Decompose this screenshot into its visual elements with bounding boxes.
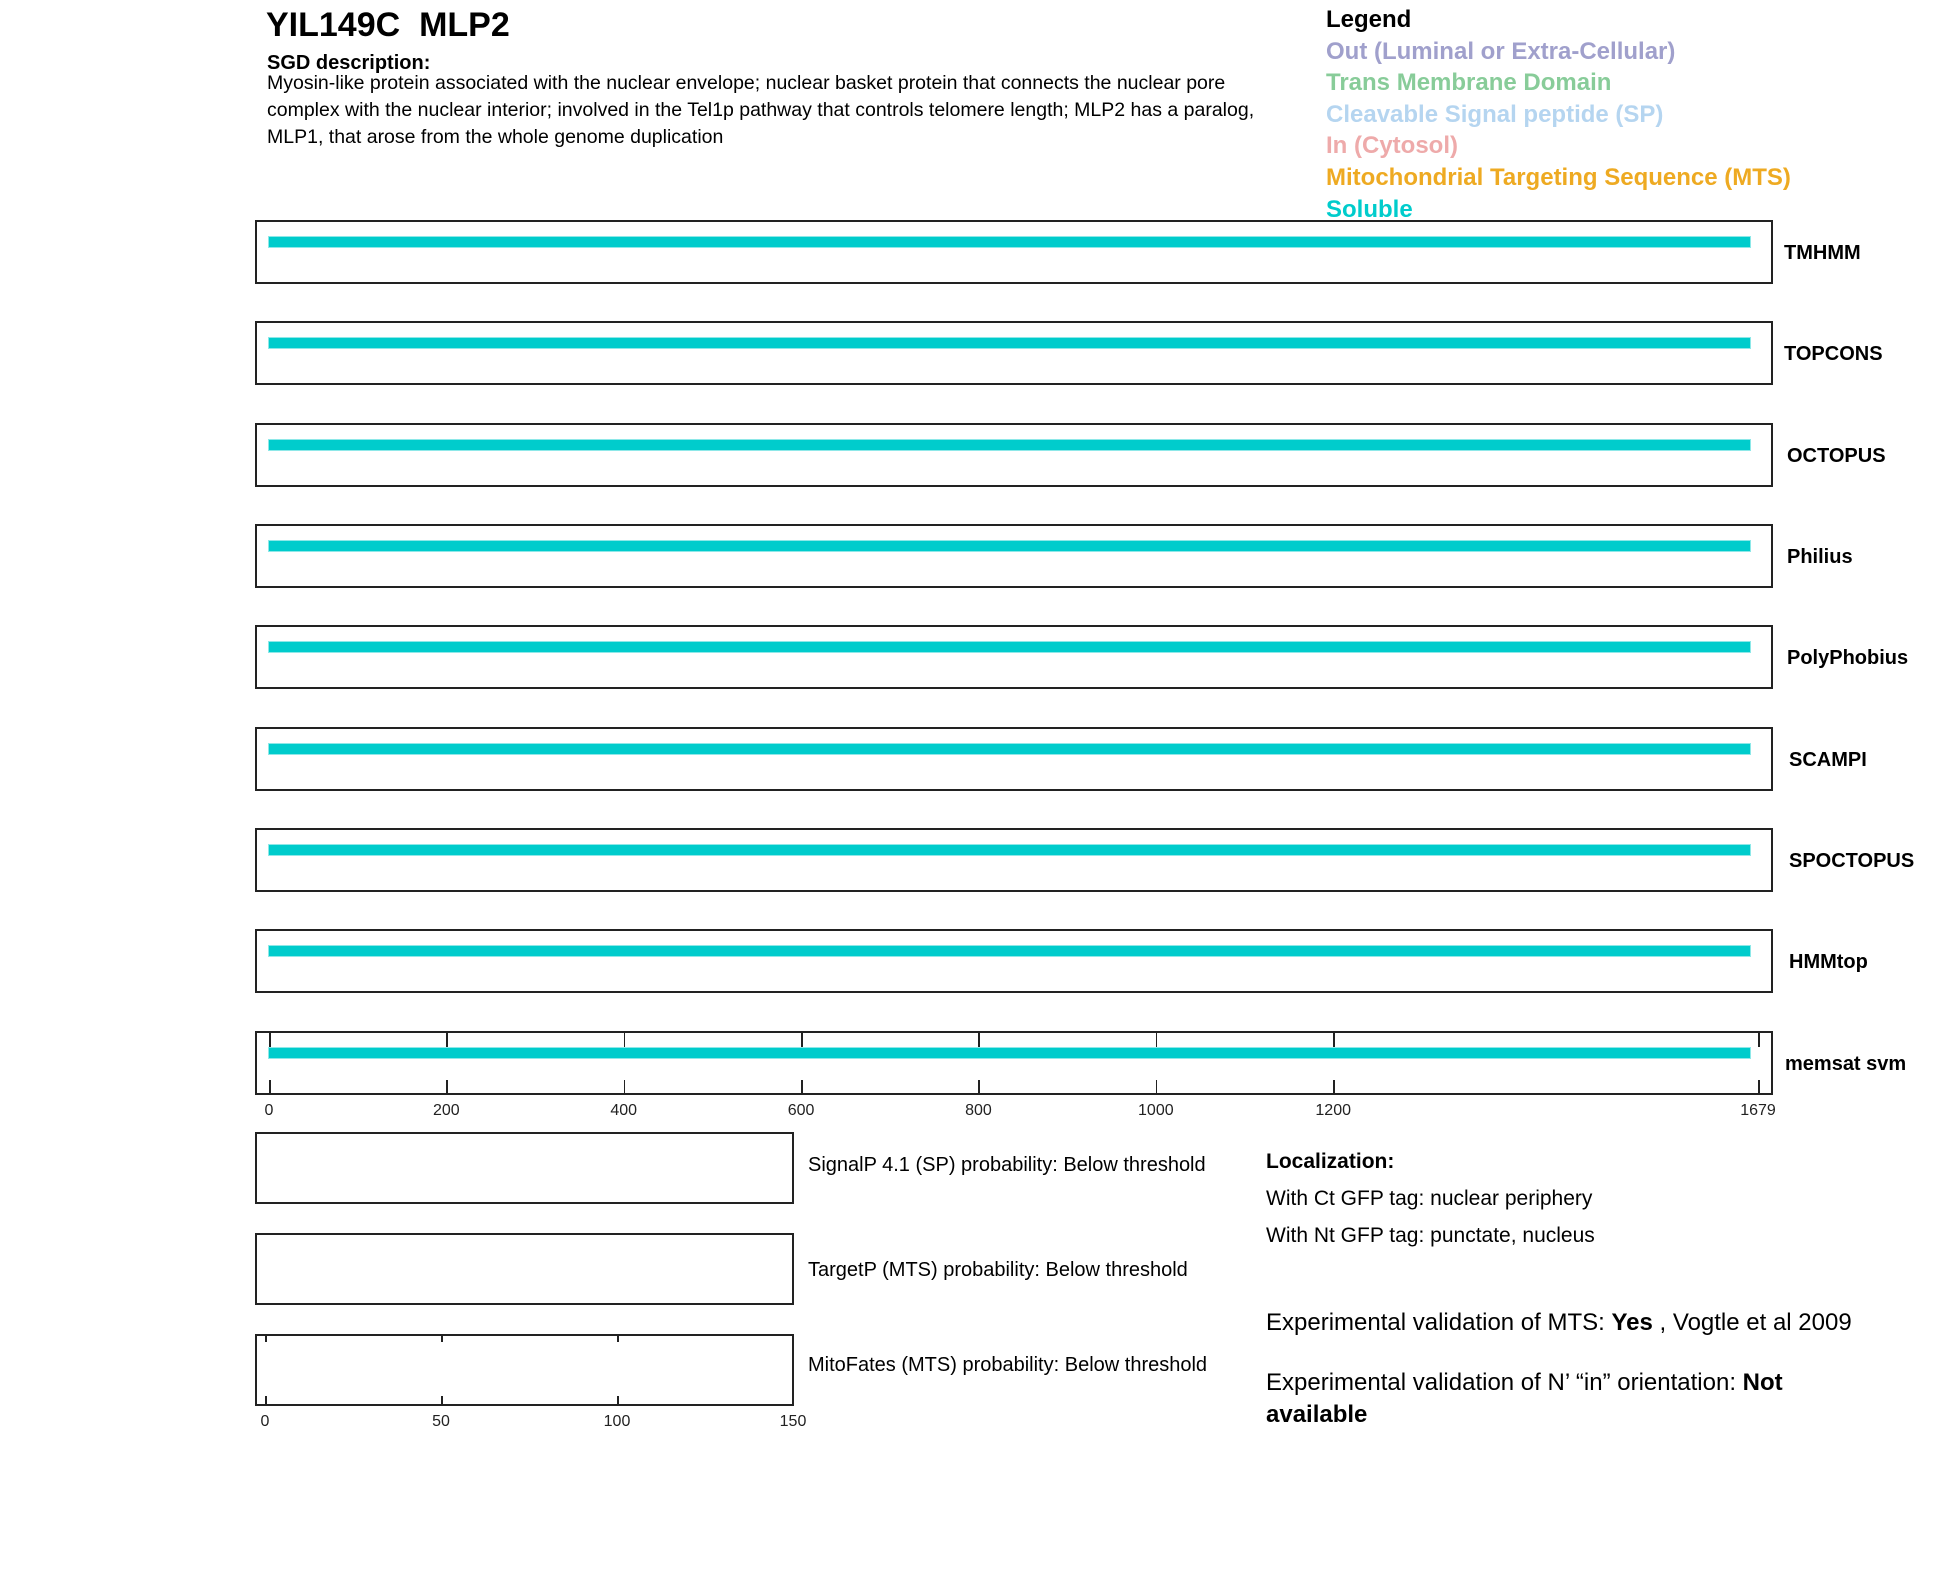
legend-item-signal-peptide: Cleavable Signal peptide (SP) [1326,100,1664,128]
x-tick [801,1080,803,1094]
mts-validation-source: , Vogtle et al 2009 [1652,1309,1852,1336]
segment-soluble [269,440,1750,450]
legend-item-soluble: Soluble [1326,195,1413,223]
probability-box [255,1334,794,1406]
probability-box [255,1132,794,1204]
probability-label: TargetP (MTS) probability: Below threshold [808,1259,1188,1281]
x-tick [446,1080,448,1094]
legend-item-transmembrane: Trans Membrane Domain [1326,69,1612,97]
probability-box [255,1233,794,1305]
x-tick-label: 0 [260,1413,270,1430]
segment-soluble [269,237,1750,247]
x-tick [1156,1033,1158,1047]
mts-validation-prefix: Experimental validation of MTS: [1266,1309,1612,1336]
x-tick [1333,1080,1335,1094]
probability-label: SignalP 4.1 (SP) probability: Below threshold [808,1154,1206,1176]
legend-item-out: Out (Luminal or Extra-Cellular) [1326,37,1676,65]
x-tick [617,1336,619,1342]
track-hmmtop [255,929,1773,993]
method-label: PolyPhobius [1787,647,1909,669]
x-tick [1758,1080,1760,1094]
method-label: SPOCTOPUS [1789,850,1915,872]
x-tick-label: 1200 [1315,1102,1351,1119]
x-tick-label: 1000 [1138,1102,1174,1119]
localization-ct-gfp: With Ct GFP tag: nuclear periphery [1266,1187,1593,1210]
x-tick [1333,1033,1335,1047]
legend-item-mts: Mitochondrial Targeting Sequence (MTS) [1326,163,1791,191]
track-memsat-svm [255,1031,1773,1095]
legend-title: Legend [1326,6,1412,33]
segment-soluble [269,744,1750,754]
method-label: Philius [1787,546,1853,568]
x-tick-label: 800 [965,1102,992,1119]
track-topcons [255,321,1773,385]
x-tick [441,1396,443,1404]
x-tick-label: 1679 [1740,1102,1776,1119]
track-tmhmm [255,220,1773,284]
x-tick-label: 600 [787,1102,815,1119]
track-philius [255,524,1773,588]
mts-validation-value: Yes [1611,1309,1653,1336]
n-in-validation [1266,1367,1866,1431]
x-tick-label: 150 [779,1413,807,1430]
x-tick [617,1396,619,1404]
probability-label: MitoFates (MTS) probability: Below threshold [808,1354,1208,1376]
track-polyphobius [255,625,1773,689]
track-spoctopus [255,828,1773,892]
method-label: memsat svm [1785,1053,1907,1075]
segment-soluble [269,338,1750,348]
method-label: TMHMM [1784,242,1861,264]
x-tick [978,1033,980,1047]
n-in-validation-value: Not available [1266,1369,1783,1428]
segment-soluble [269,845,1750,855]
segment-soluble [269,1048,1750,1058]
x-tick [801,1033,803,1047]
x-tick [269,1080,271,1094]
x-tick [978,1080,980,1094]
mts-validation [1266,1309,1852,1337]
segment-soluble [269,946,1750,956]
method-label: HMMtop [1789,951,1868,973]
x-tick [1156,1080,1158,1094]
x-tick-label: 0 [264,1102,274,1119]
segment-soluble [269,642,1750,652]
x-tick [441,1336,443,1342]
x-tick-label: 400 [610,1102,638,1119]
legend-item-in: In (Cytosol) [1326,132,1458,160]
x-tick [446,1033,448,1047]
localization-nt-gfp: With Nt GFP tag: punctate, nucleus [1266,1224,1595,1247]
x-tick [624,1033,626,1047]
legend [1326,4,1791,225]
x-tick-label: 50 [432,1413,450,1430]
method-label: OCTOPUS [1787,445,1886,467]
localization-label: Localization: [1266,1150,1395,1173]
n-in-validation-prefix: Experimental validation of N’ “in” orientation: [1266,1369,1743,1396]
x-tick [265,1336,267,1342]
x-tick [624,1080,626,1094]
x-tick [265,1396,267,1404]
sgd-description-label: SGD description: [267,52,431,74]
track-octopus [255,423,1773,487]
track-scampi [255,727,1773,791]
sgd-description-text: Myosin-like protein associated with the nuclear envelope; nuclear basket protein that connects the nuclear pore complex with the nuclear interior; involved in the Tel1p pathway that controls telomere length; MLP2 has a paralog, MLP1, that arose from the whole genome duplication [267,72,1255,148]
x-tick-label: 200 [433,1102,460,1119]
method-label: TOPCONS [1784,343,1883,365]
x-tick-label: 100 [603,1413,631,1430]
method-label: SCAMPI [1789,749,1867,771]
page-title: YIL149C MLP2 [266,6,510,44]
x-tick [1758,1033,1760,1047]
segment-soluble [269,541,1750,551]
x-tick [269,1033,271,1047]
